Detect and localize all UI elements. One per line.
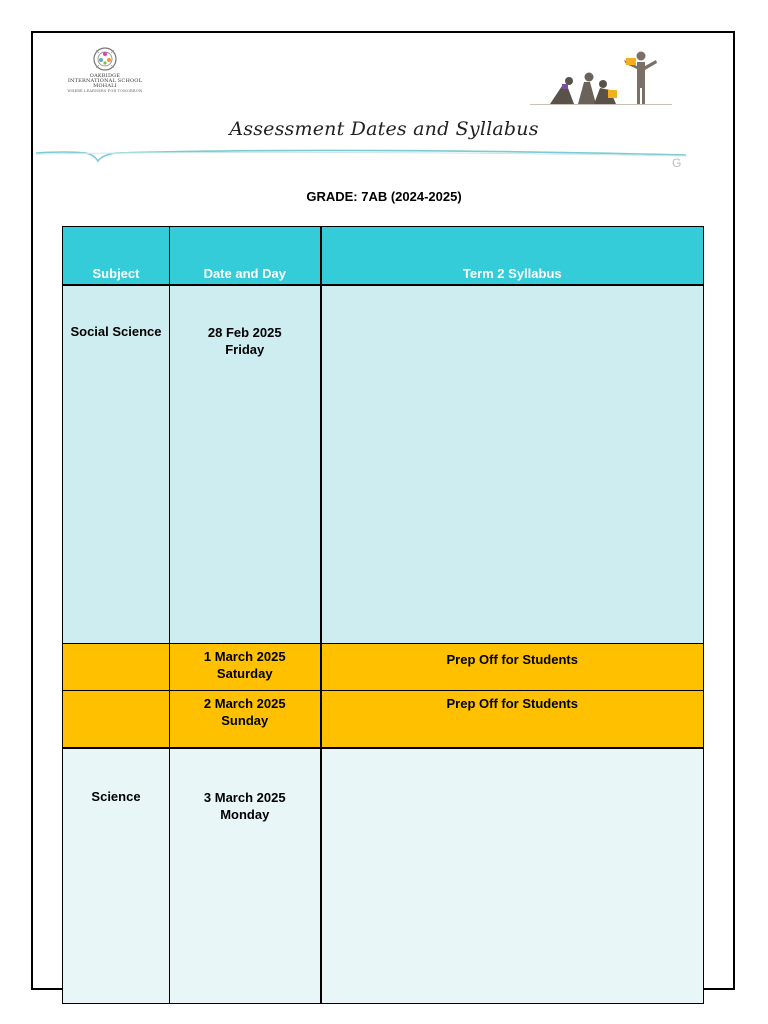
subject-cell: [63, 691, 170, 749]
date-cell: [170, 748, 321, 1004]
date-text: 28 Feb 2025: [207, 325, 282, 340]
prep-off-text: Prep Off for Students: [446, 652, 578, 667]
subject-cell: Science: [63, 748, 170, 1004]
decorative-wave: [36, 143, 686, 173]
grade-heading: GRADE: 7AB (2024-2025): [306, 189, 462, 204]
school-emblem-icon: [90, 44, 120, 74]
date-text: 1 March 2025: [203, 649, 286, 664]
header-term-2-syllabus: Term 2 Syllabus: [321, 227, 704, 286]
date-cell: [170, 285, 321, 644]
date-cell: [170, 644, 321, 691]
table-header-row: [63, 227, 704, 286]
table-row: [63, 691, 704, 749]
date-text: 3 March 2025: [203, 790, 286, 805]
assessment-table: [62, 226, 704, 1004]
day-text: Sunday: [221, 713, 269, 728]
school-logo: [55, 44, 155, 114]
logo-line-2: INTERNATIONAL SCHOOL: [67, 78, 143, 84]
students-reading-illustration: [540, 46, 675, 108]
table-row: [63, 748, 704, 1004]
header-rule: [530, 104, 672, 105]
logo-tagline: WHERE LEARNERS FOR TOMORROW: [67, 89, 143, 93]
table-row: [63, 285, 704, 644]
day-text: Friday: [225, 342, 265, 357]
document-title: Assessment Dates and Syllabus: [229, 118, 539, 140]
date-text: 2 March 2025: [203, 696, 286, 711]
prep-off-text: Prep Off for Students: [446, 696, 578, 711]
date-cell: [170, 691, 321, 749]
subject-cell: Social Science: [63, 285, 170, 644]
header-date-and-day: Date and Day: [170, 227, 321, 286]
day-text: Monday: [220, 807, 270, 822]
logo-line-3: MOHALI: [93, 83, 117, 89]
subject-cell: [63, 644, 170, 691]
page-mark: G: [672, 156, 682, 170]
syllabus-cell: [321, 644, 704, 691]
day-text: Saturday: [216, 666, 273, 681]
syllabus-cell: [321, 691, 704, 749]
header-subject: Subject: [63, 227, 170, 286]
logo-line-1: OAKRIDGE: [89, 73, 121, 79]
table-row: [63, 644, 704, 691]
syllabus-cell: [321, 748, 704, 1004]
syllabus-cell: [321, 285, 704, 644]
